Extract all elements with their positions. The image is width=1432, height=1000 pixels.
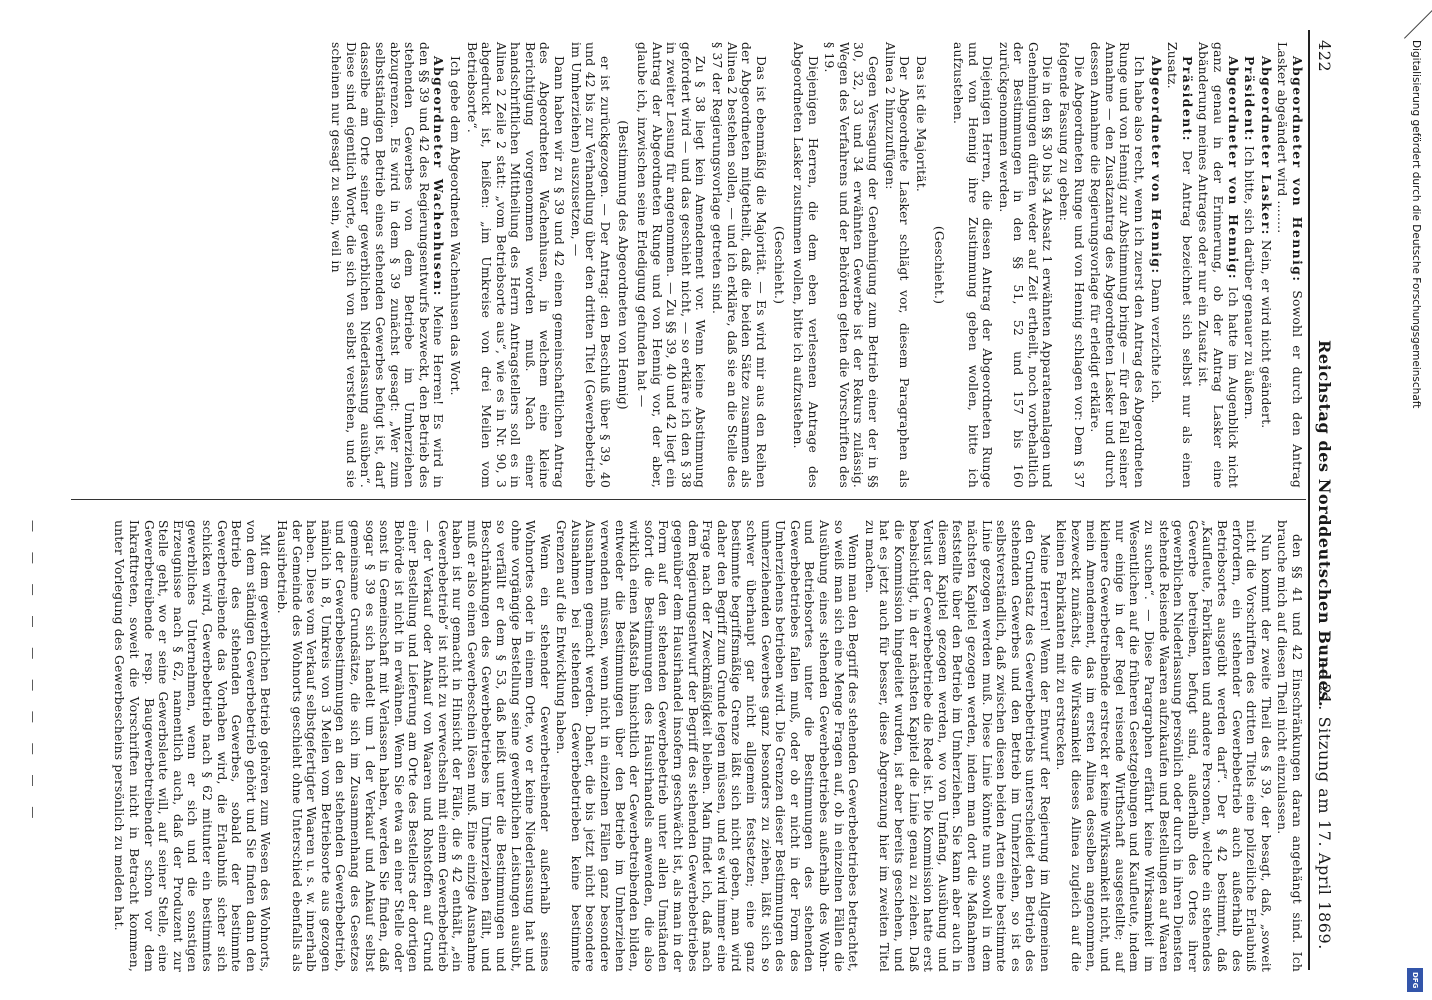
paragraph-text: den §§ 41 und 42 Einschränkungen daran angehängt sind. Ich brauche mich auf diesen Theil nicht einzulassen. [1275,520,1304,972]
text-paragraph [1054,520,1273,972]
paragraph-text: Gegen Versagung der Genehmigung zum Betrieb einer der in §§ 30, 32, 33 und 34 erwähnten Gewerbe ist der Rekurs zulässig. Wegen des Verfahrens und der Behörden gelten die Vorschriften des § 19. [822,42,880,488]
paragraph-text: (Geschieht.) [932,225,947,305]
paragraph-text: Der Antrag bezeichnet sich selbst nur als einen Zusatz. [1165,42,1194,489]
speaker-name: Abgeordneter von Hennig: [1225,56,1241,280]
speech-paragraph [1196,42,1240,488]
paragraph-text: Zu § 38 liegt kein Amendement vor. Wenn keine Abstimmung gefordert wird — und das geschieht nicht, — so erkläre ich den § 38 in zweiter Lesung für angenommen. — Zu §§ 39, 40 und 42 liegt ein Antrag der Abgeordneten Runge und von Hennig vor, der aber, glaube ich, inzwischen seine Erledigung gefunden hat — [635,42,708,488]
dfg-logo: DFG [1407,968,1423,992]
text-paragraph [913,42,928,488]
paragraph-text: Die in den §§ 30 bis 34 Absatz 1 erwähnten Apparatenanlagen und Genehmigungen dürfen weder auf Zeit ertheilt, noch vorbehaltlich der Bestimmungen in den §§ 51, 52 und 157 bis 160 zurückgenommen werden. [996,42,1055,488]
paragraph-text: Meine Herren! Es wird in den §§ 39 und 42 des Regierungsentwurfs bezweckt, den Betrieb des stehenden Gewerbes von dem Betriebe im Umherziehen abzugrenzen. Es wird in dem § 39 zunächst gesagt: „Wer zum selbstständigen Betrieb eines stehenden Gewerbes befugt ist, darf dasselbe am Orte seiner gewerblichen Niederlassung ausüben“. Diese sind eigentlich Worte, die sich von selbst verstehen, und sie scheinen nur gesagt zu sein, weil in [329,42,446,488]
speaker-name: Abgeordneter von Hennig: [1148,56,1164,275]
speaker-name: Präsident: [1242,56,1258,142]
text-paragraph [1057,42,1086,488]
text-paragraph [568,42,612,488]
text-paragraph [862,520,1052,972]
paragraph-text: (Bestimmung des Abgeordneten von Hennig) [616,120,631,410]
stage-direction [772,42,787,488]
paragraph-text: Wenn man den Begriff des stehenden Gewerbebetriebes betrachtet, so weiß man sich eine Menge Fragen auf, ob in einzelnen Fällen die Ausübung eines stehenden Gewerbebetriebes außerhalb des Wohn- und Betriebsortes unter die Bestimmungen des stehenden Gewerbebetriebes fallen muß, oder ob er nicht in der Form des Umherziehens betrieben wird. Die Grenzen dieser Bestimmungen des umherziehenden Gewerbes ganz besonders zu ziehen, läßt sich so schwer überhaupt gar nicht allgemein festsetzen; eine ganz bestimmte begriffsmäßige Grenze läßt sich nicht geben, man wird daher den Begriff zum Grunde legen müssen, und es wird immer eine Frage nach der Zweckmäßigkeit bleiben. Man findet ich, daß nach dem Regierungsentwurf der Begriff des stehenden Gewerbebetriebes gegenüber dem Hausirhandel insofern geschwächt ist, als man in der Form auf den stehenden Gewerbebetrieb unter allen Umständen sofort die Bestimmungen des Hausirhandels anwenden, die also wirklich einen Maßstab hinsichtlich der Gewerbetreibenden bilden, entweder die Bestimmungen über den Betrieb im Umherziehen verwenden müssen, wenn nicht in einzelnen Fällen ganz besondere Ausnahmen gemacht werden. Daher, die bis jetzt nicht besondere Ausnahmen bei stehenden Gewerbebetrieben keine bestimmte Grenzen auf die Entwicklung haben. [554,520,861,972]
text-paragraph [274,520,551,972]
page-number: 422 [1315,40,1334,73]
text-paragraph [1088,42,1146,488]
text-paragraph [464,42,566,488]
left-text-column [327,42,1304,488]
text-paragraph [554,520,860,972]
session-date: — 21. Sitzung am 17. April 1869. [1315,661,1334,950]
paragraph-text: Mit dem gewerblichen Betrieb gehören zum Wesen des Wohnorts, von dem ständigen Gewerbebetrieb gehört und Sie finden dann den Betrieb des stehenden Gewerbes, sobald der bestimmte Gewerbetreibende das Vorhaben wird, die Erlaubniß sicher sich schicken wird, Gewerbebetrieb nach § 62 mitunter ein bestimmtes gewerbliches Unternehmen, wenn er sich und die sonstigen Erzeugnisse nach § 62, namentlich auch, daß der Produzent zur Stelle geht, wo er seine Gewerbsleute will, auf seiner Stelle, eine Gewerbetreibende resp. Baugewerbetreibender schon vor dem Inkrafttreten, soweit die Vorschriften nicht in Betracht kommen, unter Vorlegung des Gewerbescheins persönlich zu melden hat. [112,520,273,972]
paragraph-text: Meine Herren! Wenn der Entwurf der Regierung im Allgemeinen den Grundsatz des Gewerbebetriebs unterscheidet den Betrieb des stehenden Gewerbes und den Betrieb im Umherziehen, so ist es selbstverständlich, daß zwischen diesen beiden Arten eine bestimmte Linie gezogen werden muß. Diese Linie könnte nun sowohl in dem nächsten Kapitel gezogen werden, indem man dort die Maßnahmen feststellte über den Betrieb im Umherziehen. Sie kann aber auch in diesem Kapitel gezogen werden, wo von Umfang, Ausübung und Verlust der Gewerbebetriebe die Rede ist. Die Kommission hatte erst beabsichtigt, in der nächsten Kapitel die Linie genau zu ziehen. Daß die Kommission hingeleitet wurden, ist aber bereits geschehen, und hat es jetzt auch für besser, diese Abgrenzung hier im zweiten Titel zu machen. [862,520,1052,972]
paragraph-text: Ich hatte im Augenblick nicht ganz genau in der Erinnerung, ob der Antrag Lasker eine Abänderung meines Antrages oder nur ein Zusatz ist. [1196,42,1240,488]
speaker-name: Präsident: [1179,56,1195,142]
speech-paragraph [1148,42,1163,488]
footer-marks: — — — — — — — — — — [26,520,40,827]
speaker-name: Abgeordneter Lasker: [1258,56,1274,236]
paragraph-text: Dann haben wir zu § 39 und 42 einen gemeinschaftlichen Antrag des Abgeordneten Wachenhusen, in welchem eine kleine Berichtigung vorgenommen worden muß. Nach einer handschriftlichen Mittheilung des Herrn Antragstellers soll es in Alinea 2 Zeile 2 statt: „vom Betriebsorte aus“, wie es in Nr. 90, 3 abgedruckt ist, heißen: „im Umkreise von drei Meilen vom Betriebsorte“. [464,42,567,488]
speech-paragraph [1275,42,1304,488]
text-paragraph [709,42,767,488]
paragraph-text: Das ist die Majorität. [913,56,928,192]
paragraph-text: Diejenigen Herren, die diesen Antrag der Abgeordneten Runge und von Hennig ihre Zustimmung geben wollen, bitte ich aufzustehen. [950,42,995,488]
paragraph-text: Nun kommt der zweite Theil des § 39, der besagt, daß, „soweit nicht die Vorschriften des dritten Titels eine polizeiliche Erlaubniß erfordern, ein stehender Gewerbebetrieb auch außerhalb des Betriebsortes ausgeübt werden darf“. Der § 42 bestimmt, daß „Kaufleute, Fabrikanten und andere Personen, welche ein stehendes Gewerbe betreiben, befugt sind, außerhalb des Ortes ihrer gewerblichen Niederlassung persönlich oder durch in ihren Diensten stehende Reisende Waaren aufzukaufen und Bestellungen auf Waaren zu suchen“. — Diese Paragraphen erfährt keine Wirksamkeit im Wesentlichen auf die früheren Gesetzgebungen und Kaufleute, indem nur einige in der Regel reisende Wirthschaft ausgestellte; auf kleinere Gewerbetreibende erstreckt er keine Wirksamkeit nicht, und mein Amendement, das im ersten Alinea desselben angenommen, bezweckt zunächst, die Wirksamkeit dieses Alinea zugleich auf die kleinen Fabrikanten mit zu erstrecken. [1054,520,1273,972]
column-divider [71,499,1306,500]
paragraph-text: Ich habe also recht, wenn ich zuerst den Antrag des Abgeordneten Runge und von Hennig zur Abstimmung bringe — für den Fall seiner Annahme — den Zusatzantrag des Abgeordneten Lasker und durch dessen Annahme die Regierungsvorlage für erledigt erkläre. [1088,42,1147,488]
speaker-name: Abgeordneter von Hennig: [1290,56,1305,283]
paragraph-text: Wenn ein stehender Gewerbetreibender außerhalb seines Wohnortes oder in einem Orte, wo er keine Niederlassung hat und ohne vorgängige Bestellung seine gewerblichen Leistungen ausübt, so verfällt er dem § 53, daß heißt unter die Bestimmungen und Beschränkungen des Gewerbebetriebes im Umherziehen fällt, und muß er also einen Gewerbeschein lösen muß. Eine einzige Ausnahme haben ist nur gemacht in Hinsicht der Fälle, die § 42 enthält, „ein Gewerbebetrieb“ ist nicht zu verwechseln mit einem Gewerbebetrieb — der Verkauf oder Ankauf von Waaren und Rohstoffen auf Grund einer Bestellung und Lieferung am Orte des Bestellers der dortigen Behörde ist nicht in erwähnen. Wenn Sie etwa an einer Stelle oder sonst in Gemeinschaft mit Verlassen haben, werden Sie finden, daß sogar § 39 es sich handelt um 1 der Verkauf und Ankauf selbst gemeinsame Grundsätze, die sich im Zusammenhang des Gesetzes und der Gewerbebestimmungen an den stehenden Gewerbebetrieb, nämlich in 8, Umkreis von 3 Meilen vom Betriebsorte aus gezogen haben. Diese vom Verkauf selbstgefertigter Waaren u. s. w. innerhalb der Gemeinde des Wohnorts geschieht ohne Unterschied ebenfalls als Hausirbetrieb. [275,520,552,972]
speech-paragraph [1258,42,1273,488]
text-paragraph [882,42,911,488]
paragraph-text: Der Abgeordnete Lasker schlägt vor, diesem Paragraphen als Alinea 2 hinzuzufügen: [882,42,912,488]
paragraph-text: Ich bitte, sich darüber genauer zu äußern. [1242,145,1257,420]
text-paragraph [950,42,994,488]
stage-direction [616,42,631,488]
text-paragraph [996,42,1054,488]
speech-paragraph [329,42,446,488]
paragraph-text: Dann verzichte ich. [1148,278,1163,404]
paragraph-text: er ist zurückgezogen. — Der Antrag: den Beschluß über § 39, 40 und 42 bis zur Verhandlung über den dritten Titel (Gewerbebetrieb im Umherziehen) auszusetzen, — [568,42,612,488]
paragraph-text: Diejenigen Herren, die dem eben verlesenen Antrage des Abgeordneten Lasker zustimmen wollen, bitte ich aufzustehen. [791,42,820,488]
speech-paragraph [1242,42,1257,488]
speaker-name: Abgeordneter Wachenhusen: [431,56,447,297]
right-text-column [110,520,1304,972]
paragraph-text: Die Abgeordneten Runge und von Hennig schlagen vor: Dem § 37 folgende Fassung zu geben: [1057,42,1086,488]
text-paragraph [447,42,462,488]
publication-title: Reichstag des Norddeutschen Bundes. [1315,340,1334,708]
stage-direction [932,42,947,488]
text-paragraph [790,42,819,488]
header-rule [1308,30,1310,970]
paragraph-text: Das ist ebenmäßig die Majorität. — Es wird mir aus den Reihen der Abgeordneten mitgetheilt, daß die beiden Sätze zusammen als Alinea 2 bestehen sollen, — und ich erkläre, daß sie an die Stelle des § 37 der Regierungsvorlage getreten sind. [710,42,768,488]
credit-text: Digitalisierung gefördert durch die Deutsche Forschungsgemeinschaft [1410,40,1422,409]
text-paragraph [634,42,707,488]
text-paragraph [112,520,273,972]
text-paragraph [1275,520,1304,972]
paragraph-text: Sowohl er durch den Antrag Lasker abgeändert wird ........ [1275,42,1304,488]
paragraph-text: Ich gebe dem Abgeordneten Wachenhusen das Wort. [447,56,462,396]
speech-paragraph [1165,42,1194,488]
text-paragraph [822,42,880,488]
paragraph-text: (Geschieht.) [772,225,787,305]
page-header [1312,40,1338,960]
paragraph-text: Nein, er wird nicht geändert. [1258,239,1273,429]
